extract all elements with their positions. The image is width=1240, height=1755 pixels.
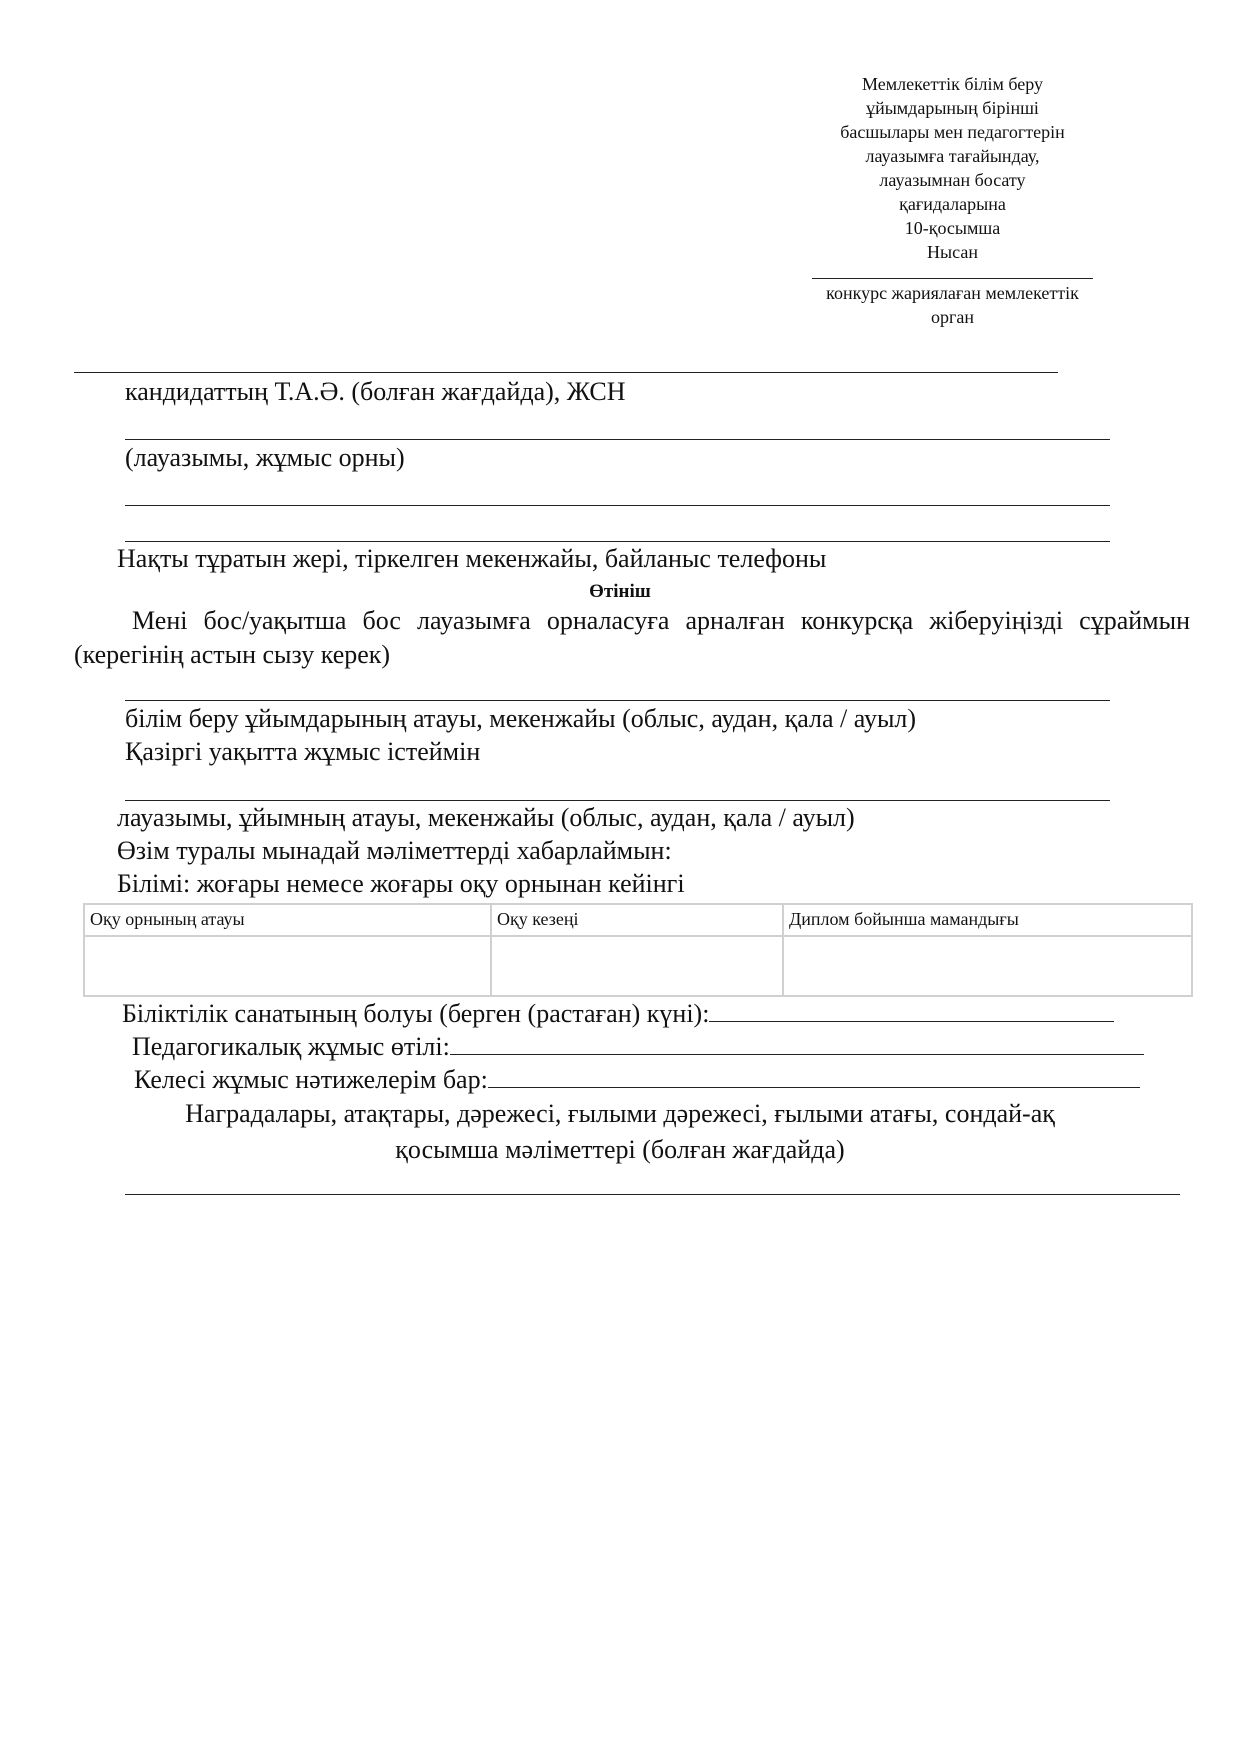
current-position-blank-line[interactable]: [125, 800, 1110, 801]
awards-caption-line-1: Наградалары, атақтары, дәрежесі, ғылыми дәрежесі, ғылыми атағы, сондай-ақ: [185, 1099, 1055, 1128]
residence-caption: Нақты тұратын жері, тіркелген мекенжайы, байланыс телефоны: [117, 544, 827, 573]
candidate-name-caption: кандидаттың Т.А.Ә. (болған жағдайда), ЖСН: [125, 377, 626, 406]
education-table: [83, 903, 1193, 997]
diploma-specialty-cell[interactable]: [783, 936, 1192, 996]
header-line-1: Мемлекеттік білім беру: [861, 74, 1044, 94]
work-results-field[interactable]: [488, 1065, 1140, 1088]
column-institution: Оқу орнының атауы: [84, 904, 491, 936]
institution-cell[interactable]: [84, 936, 491, 996]
request-paragraph: Мені бос/уақытша бос лауазымға орналасуға арналған конкурсқа жіберуіңізді сұраймын (керегінің астын сызу керек): [74, 606, 1190, 669]
table-header-row: [84, 904, 1192, 936]
study-period-cell[interactable]: [491, 936, 783, 996]
teaching-experience-label: Педагогикалық жұмыс өтілі:: [132, 1032, 450, 1061]
experience-row: [132, 1031, 1144, 1063]
results-row: [134, 1064, 1140, 1096]
column-study-period: Оқу кезеңі: [491, 904, 783, 936]
position-blank-line[interactable]: [125, 439, 1110, 440]
header-line-6: қағидаларына: [899, 194, 1006, 214]
qualification-category-field[interactable]: [709, 999, 1114, 1022]
education-label: Білімі: жоғары немесе жоғары оқу орнынан кейінгі: [117, 869, 685, 898]
awards-blank-line[interactable]: [125, 1194, 1180, 1195]
residence-blank-line-2[interactable]: [125, 541, 1110, 542]
work-results-label: Келесі жұмыс нәтижелерім бар:: [134, 1065, 488, 1094]
qualification-category-label: Біліктілік санатының болуы (берген (растаған) күні):: [122, 999, 710, 1028]
column-diploma-specialty: Диплом бойынша мамандығы: [783, 904, 1192, 936]
header-line-7: 10-қосымша: [904, 218, 1001, 238]
appendix-header: [800, 72, 1105, 329]
header-line-4: лауазымға тағайындау,: [865, 146, 1040, 166]
residence-blank-line-1[interactable]: [125, 505, 1110, 506]
organization-name-caption: білім беру ұйымдарының атауы, мекенжайы (облыс, аудан, қала / ауыл): [125, 704, 917, 733]
organ-caption-line-1: конкурс жариялаған мемлекеттік: [826, 283, 1079, 303]
candidate-name-blank-line[interactable]: [74, 372, 1058, 373]
organ-caption-line-2: орган: [930, 307, 974, 327]
header-line-3: басшылары мен педагогтерін: [840, 122, 1065, 142]
about-me-label: Өзім туралы мынадай мәліметтерді хабарлаймын:: [117, 836, 672, 865]
form-label: Нысан: [927, 242, 978, 262]
application-title: Өтініш: [589, 581, 651, 602]
awards-caption-line-2: қосымша мәліметтері (болған жағдайда): [395, 1135, 845, 1164]
table-row: [84, 936, 1192, 996]
header-line-2: ұйымдарының бірінші: [866, 98, 1039, 118]
organ-blank-line[interactable]: [812, 278, 1093, 279]
currently-working-label: Қазіргі уақытта жұмыс істеймін: [125, 737, 481, 766]
header-line-5: лауазымнан босату: [879, 170, 1026, 190]
current-position-caption: лауазымы, ұйымның атауы, мекенжайы (облыс, аудан, қала / ауыл): [117, 803, 855, 832]
qualification-row: [122, 998, 1114, 1030]
position-workplace-caption: (лауазымы, жұмыс орны): [125, 443, 405, 472]
teaching-experience-field[interactable]: [450, 1032, 1144, 1055]
organization-blank-line[interactable]: [125, 700, 1110, 701]
